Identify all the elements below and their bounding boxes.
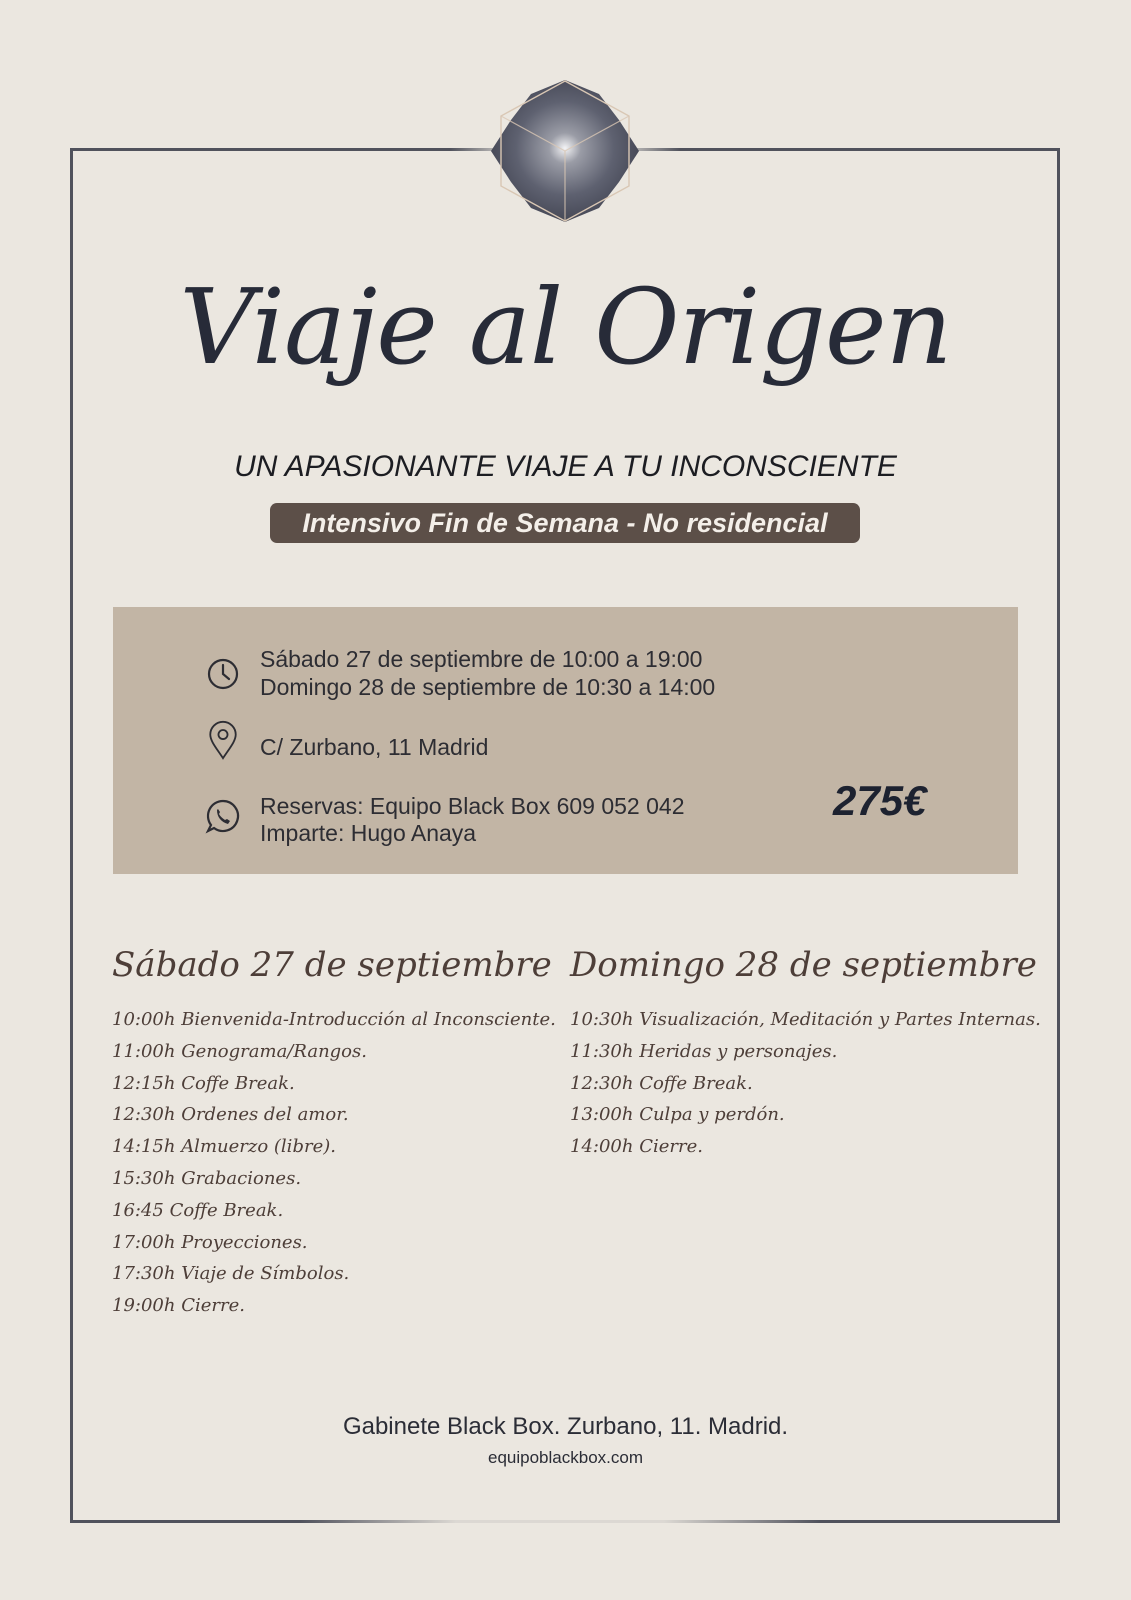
schedule-sunday <box>570 940 1041 1163</box>
location-pin-icon <box>205 720 241 760</box>
frame-bottom-fade <box>300 1517 820 1529</box>
clock-icon <box>205 654 241 694</box>
list-item: 11:30h Heridas y personajes. <box>570 1040 838 1062</box>
schedule-sunday-list <box>570 1004 1041 1163</box>
list-item: 12:30h Coffe Break. <box>570 1072 753 1094</box>
date-sunday: Domingo 28 de septiembre de 10:30 a 14:00 <box>260 674 716 700</box>
list-item: 14:15h Almuerzo (libre). <box>112 1136 336 1158</box>
schedule-saturday-title: Sábado 27 de septiembre <box>112 945 552 985</box>
whatsapp-icon <box>205 797 241 837</box>
list-item: 17:30h Viaje de Símbolos. <box>112 1263 350 1285</box>
list-item: 17:00h Proyecciones. <box>112 1231 308 1253</box>
schedule-saturday-list <box>112 1004 556 1322</box>
tagline-badge: Intensivo Fin de Semana - No residencial <box>270 503 860 543</box>
list-item: 10:00h Bienvenida-Introducción al Inconsciente. <box>112 1009 556 1030</box>
list-item: 10:30h Visualización, Meditación y Partes Internas. <box>570 1009 1041 1030</box>
info-box <box>113 607 1018 874</box>
page-title: Viaje al Origen <box>179 266 952 388</box>
footer-website-link[interactable]: equipoblackbox.com <box>488 1448 643 1467</box>
date-saturday: Sábado 27 de septiembre de 10:00 a 19:00 <box>260 646 703 672</box>
list-item: 19:00h Cierre. <box>112 1295 245 1317</box>
teacher: Imparte: Hugo Anaya <box>260 820 477 846</box>
list-item: 12:15h Coffe Break. <box>112 1072 295 1094</box>
price: 275€ <box>833 777 927 824</box>
cube-logo-icon <box>489 78 641 224</box>
list-item: 15:30h Grabaciones. <box>112 1167 302 1189</box>
list-item: 14:00h Cierre. <box>570 1136 703 1158</box>
schedule-saturday <box>112 940 556 1322</box>
list-item: 13:00h Culpa y perdón. <box>570 1104 785 1126</box>
subtitle: UN APASIONANTE VIAJE A TU INCONSCIENTE <box>234 450 897 483</box>
list-item: 12:30h Ordenes del amor. <box>112 1104 349 1126</box>
reservations: Reservas: Equipo Black Box 609 052 042 <box>260 793 685 819</box>
list-item: 16:45 Coffe Break. <box>112 1199 284 1221</box>
footer-address: Gabinete Black Box. Zurbano, 11. Madrid. <box>342 1413 789 1440</box>
schedule-sunday-title: Domingo 28 de septiembre <box>570 945 1037 985</box>
address: C/ Zurbano, 11 Madrid <box>260 734 489 760</box>
list-item: 11:00h Genograma/Rangos. <box>112 1040 367 1062</box>
